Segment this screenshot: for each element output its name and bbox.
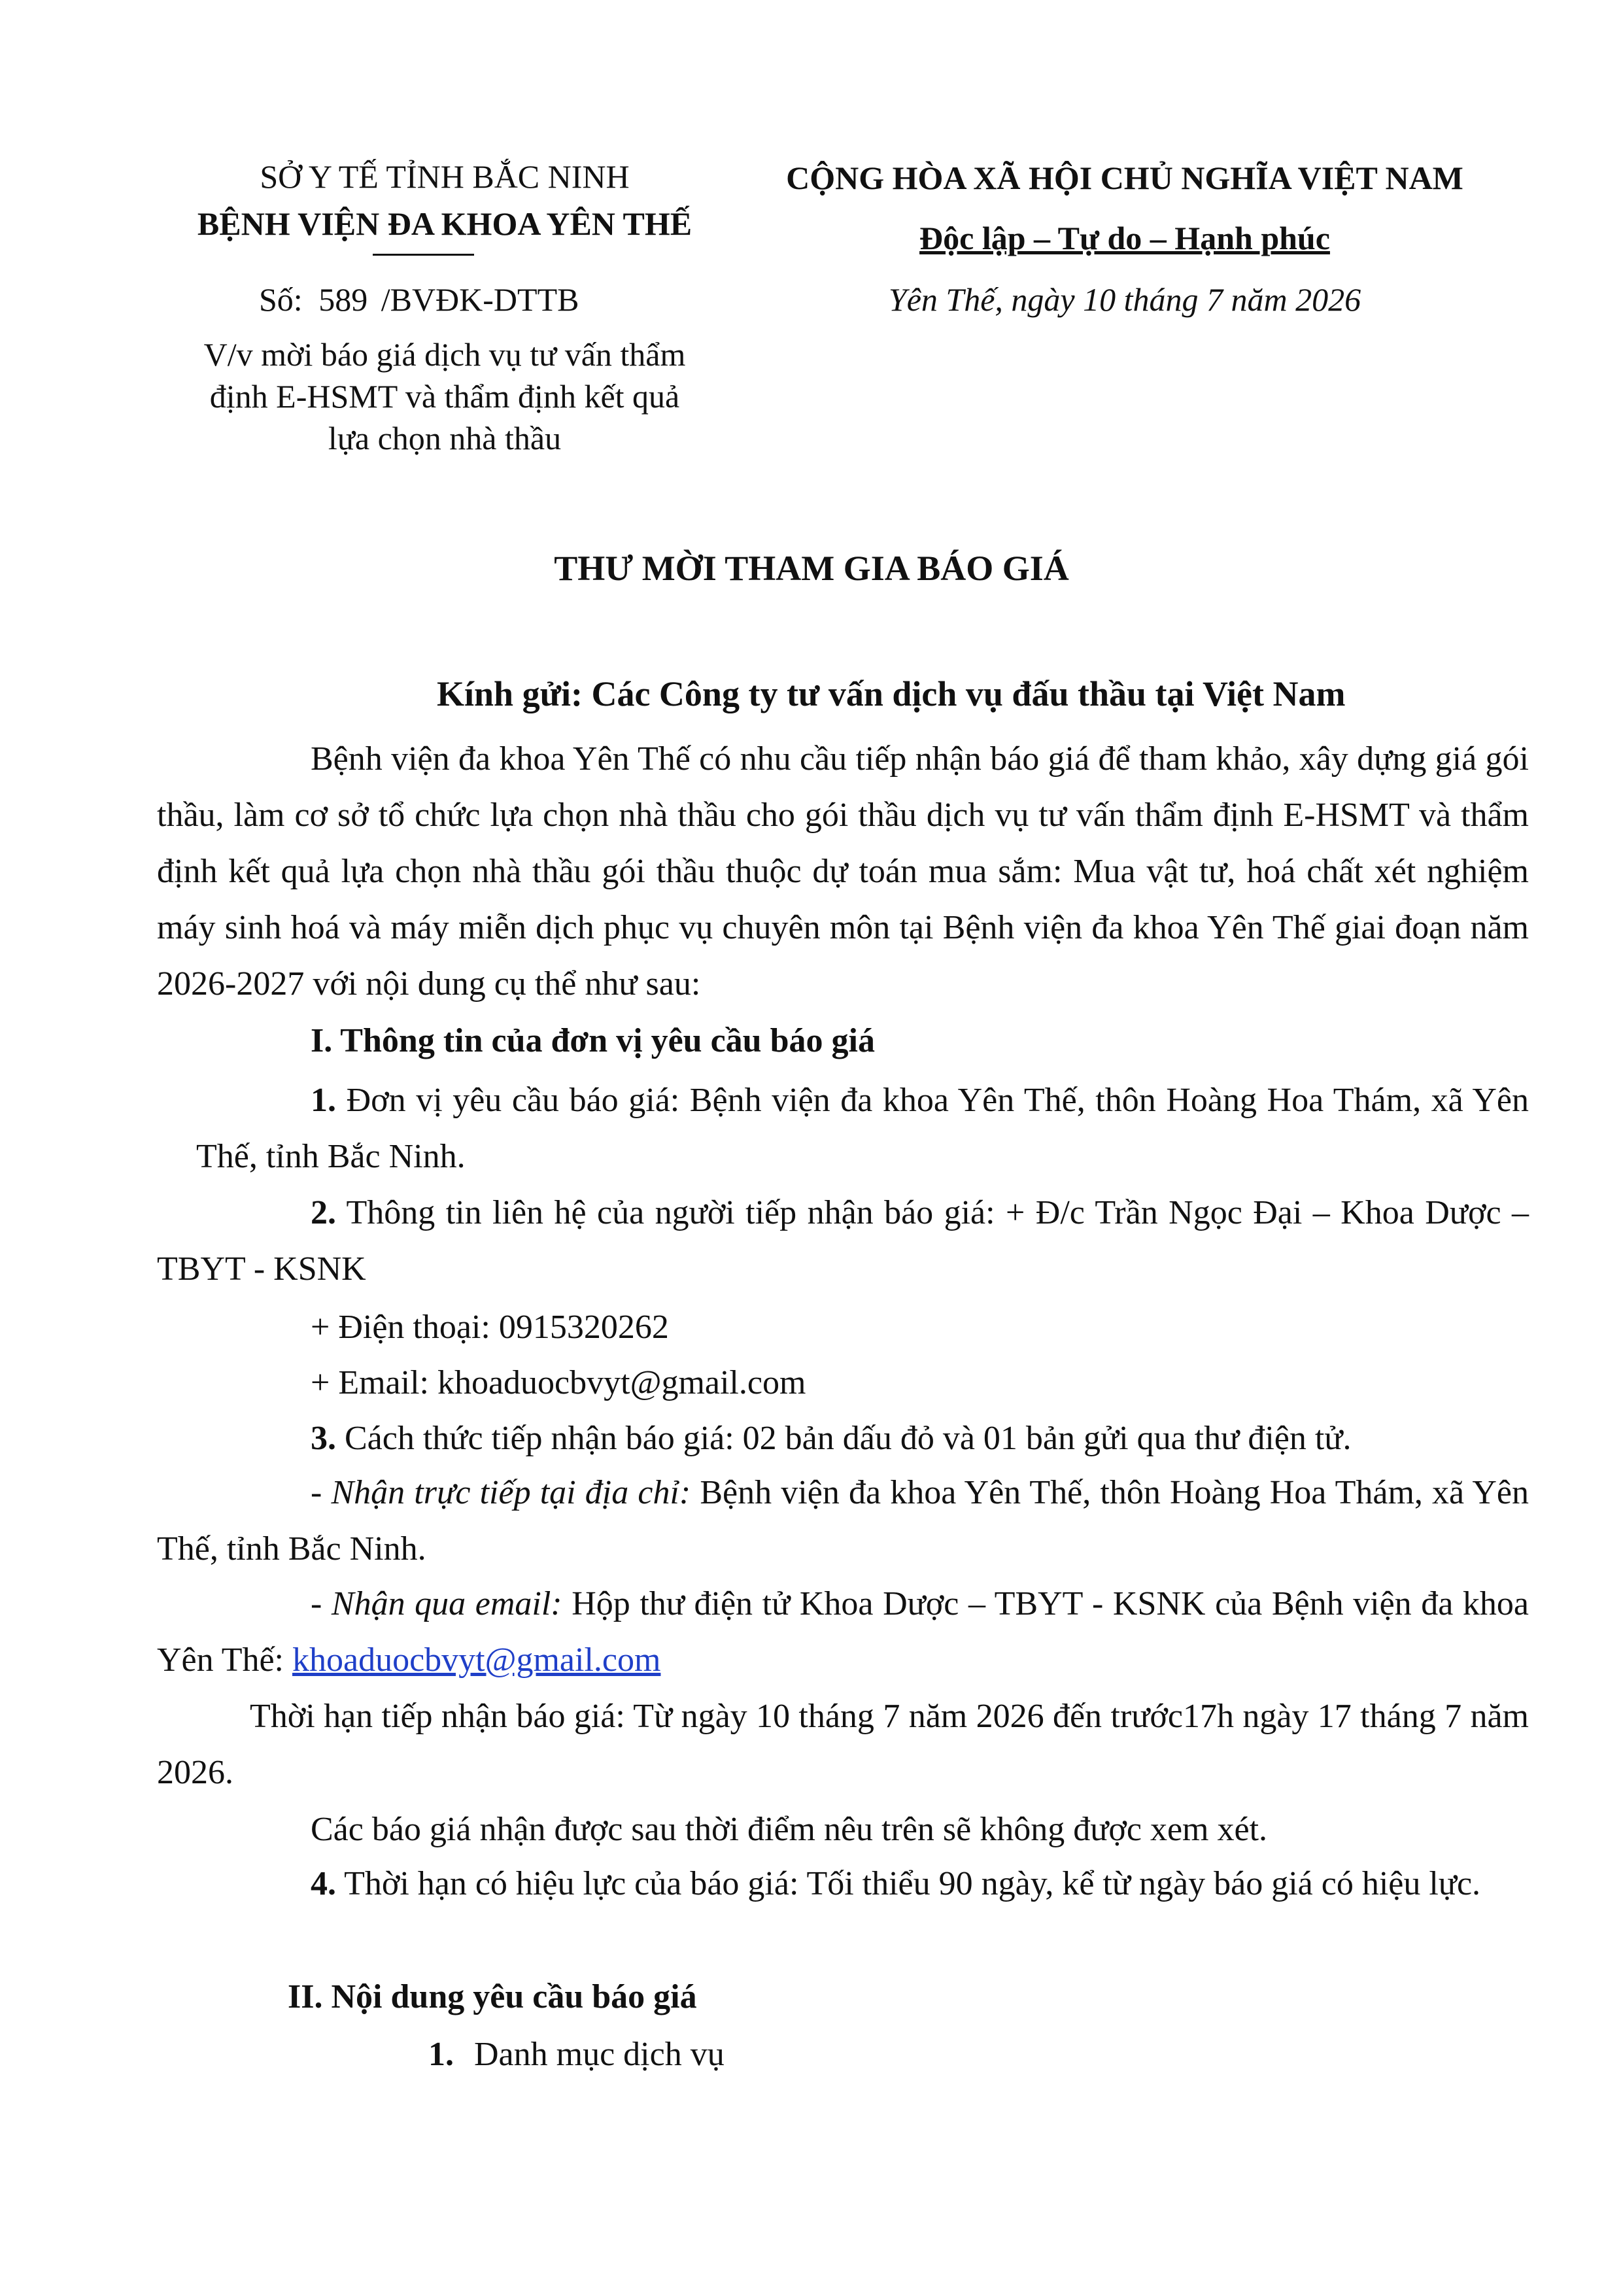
late-note: Các báo giá nhận được sau thời điểm nêu trên sẽ không được xem xét.: [311, 1811, 1268, 1848]
section-2-heading: II. Nội dung yêu cầu báo giá: [288, 1978, 697, 2015]
doc-number-suffix: /BVĐK-DTTB: [381, 281, 579, 318]
item-2-number: 2.: [311, 1194, 336, 1231]
section-2-item-1-number: 1.: [428, 2036, 454, 2073]
document-number: [259, 280, 579, 319]
intro-paragraph: [157, 731, 1529, 1012]
item-2-text: Thông tin liên hệ của người tiếp nhận báo giá: + Đ/c Trần Ngọc Đại – Khoa Dược – TBYT - KSNK: [157, 1194, 1529, 1288]
section-1-item-1: [196, 1072, 1529, 1185]
national-motto: Độc lập – Tự do – Hạnh phúc: [919, 220, 1330, 256]
hospital-name: BỆNH VIỆN ĐA KHOA YÊN THẾ: [197, 205, 692, 242]
direct-delivery-label: - Nhận trực tiếp tại địa chỉ:: [311, 1474, 691, 1511]
intro-text: Bệnh viện đa khoa Yên Thế có nhu cầu tiếp nhận báo giá để tham khảo, xây dựng giá gói thầu, làm cơ sở tổ chức lựa chọn nhà thầu cho gói thầu dịch vụ tư vấn thẩm định E-HSMT và thẩm định kết quả lựa chọn nhà thầu gói thầu thuộc dự toán mua sắm: Mua vật tư, hoá chất xét nghiệm máy sinh hoá và máy miễn dịch phục vụ chuyên môn tại Bệnh viện đa khoa Yên Thế giai đoạn năm 2026-2027 với nội dung cụ thể như sau:: [157, 740, 1529, 1002]
section-1-heading: I. Thông tin của đơn vị yêu cầu báo giá: [311, 1022, 875, 1059]
subject-line-3: lựa chọn nhà thầu: [328, 420, 562, 456]
section-1-item-4: [157, 1856, 1529, 1912]
contact-phone: + Điện thoại: 0915320262: [311, 1309, 669, 1346]
item-3-number: 3.: [311, 1420, 336, 1457]
contact-email: + Email: khoaduocbvyt@gmail.com: [311, 1364, 806, 1401]
email-delivery-label: - Nhận qua email:: [311, 1585, 562, 1622]
direct-delivery-text: Bệnh viện đa khoa Yên Thế, thôn Hoàng Hoa Thám, xã Yên Thế, tỉnh Bắc Ninh.: [157, 1474, 1529, 1568]
section-2-item-1: [428, 2034, 725, 2076]
recipient-line: Kính gửi: Các Công ty tư vấn dịch vụ đấu thầu tại Việt Nam: [437, 674, 1346, 713]
section-1-item-3: [311, 1418, 1351, 1460]
subject-line-1: V/v mời báo giá dịch vụ tư vấn thẩm: [203, 336, 686, 373]
item-1-text: Đơn vị yêu cầu báo giá: Bệnh viện đa khoa Yên Thế, thôn Hoàng Hoa Thám, xã Yên Thế, tỉnh Bắc Ninh.: [196, 1082, 1529, 1175]
deadline-text: Thời hạn tiếp nhận báo giá: Từ ngày 10 tháng 7 năm 2026 đến trước17h ngày 17 tháng 7 năm 2026.: [157, 1698, 1529, 1791]
section-1-item-2: [157, 1185, 1529, 1297]
section-2-item-1-text: Danh mục dịch vụ: [474, 2036, 725, 2073]
ministry-name: SỞ Y TẾ TỈNH BẮC NINH: [260, 158, 630, 195]
hospital-underline: [373, 254, 474, 256]
direct-delivery: [157, 1465, 1529, 1577]
item-3-text: Cách thức tiếp nhận báo giá: 02 bản dấu đỏ và 01 bản gửi qua thư điện tử.: [345, 1420, 1352, 1457]
email-delivery: [157, 1576, 1529, 1688]
item-4-text: Thời hạn có hiệu lực của báo giá: Tối thiểu 90 ngày, kể từ ngày báo giá có hiệu lực.: [344, 1865, 1481, 1902]
email-delivery-link[interactable]: khoaduocbvyt@gmail.com: [292, 1641, 661, 1679]
email-delivery-text: Hộp thư điện tử Khoa Dược – TBYT - KSNK của Bệnh viện đa khoa Yên Thế:: [157, 1585, 1529, 1679]
nation-name: CỘNG HÒA XÃ HỘI CHỦ NGHĨA VIỆT NAM: [786, 160, 1463, 196]
subject-line-2: định E-HSMT và thẩm định kết quả: [209, 378, 680, 415]
deadline-paragraph: [157, 1688, 1529, 1801]
item-4-number: 4.: [311, 1865, 336, 1902]
place-date: Yên Thế, ngày 10 tháng 7 năm 2026: [888, 281, 1361, 318]
document-title: THƯ MỜI THAM GIA BÁO GIÁ: [554, 549, 1069, 588]
item-1-number: 1.: [311, 1082, 336, 1119]
doc-number-value: 589: [318, 281, 368, 318]
doc-number-prefix: Số:: [259, 281, 303, 318]
